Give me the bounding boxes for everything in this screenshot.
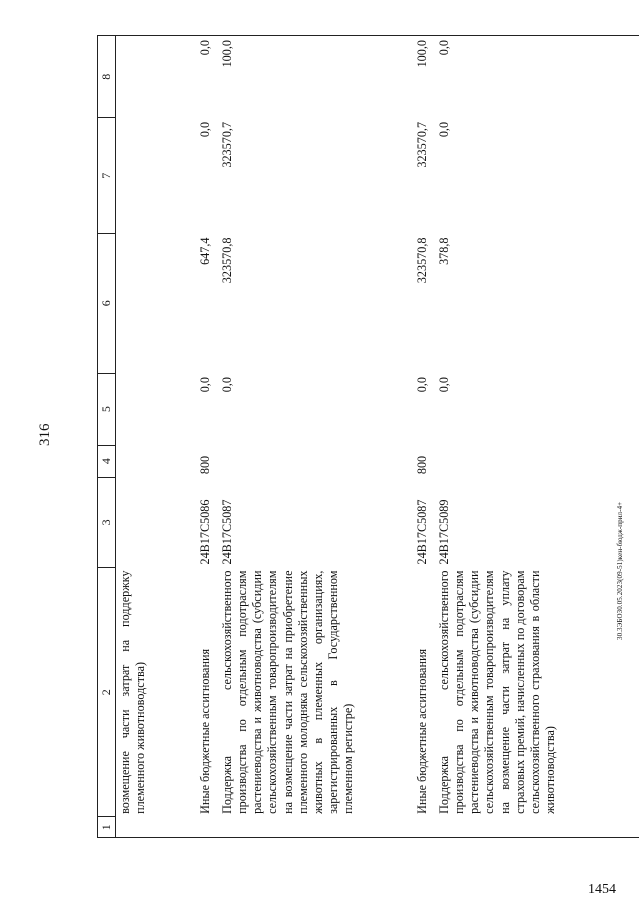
code-cell [116, 477, 197, 567]
value-cell-5: 0,0 [415, 377, 429, 393]
header-col-2: 2 [98, 568, 116, 817]
header-col-7: 7 [98, 118, 116, 234]
value-cell-5: 0,0 [437, 377, 451, 393]
value-cell-7: 323570,7 [415, 121, 429, 168]
value-cell-7: 0,0 [437, 121, 451, 138]
header-col-6: 6 [98, 233, 116, 373]
description-cell: Поддержка сельскохозяйственного производства по отдельным подотраслям растениеводства и животноводства (субсидии сельскохозяйственным товаропроизводителям на возмещение части затрат на приобретение племенного молодняка сельскохозяйственных животных в племенных организациях, зарегистрированных в Государственном племенном регистре) [220, 570, 355, 814]
description-cell: возмещение части затрат на поддержку племенного животноводства) [118, 570, 148, 814]
code-cell: 24В17С5089 [437, 499, 451, 565]
value-cell-8: 100,0 [413, 36, 435, 118]
expense-type-cell: 800 [415, 455, 429, 475]
header-col-8: 8 [98, 36, 116, 118]
value-cell-8: 0,0 [196, 36, 218, 118]
row-number-cell [413, 817, 435, 838]
value-cell-8: 0,0 [435, 36, 639, 118]
description-cell: Иные бюджетные ассигнования [415, 648, 429, 814]
expense-type-cell [435, 445, 639, 477]
value-cell-7 [116, 118, 197, 234]
header-col-1: 1 [98, 817, 116, 838]
description-cell: Иные бюджетные ассигнования [198, 648, 212, 814]
budget-table-container [97, 35, 625, 838]
code-cell: 24В17С5086 [198, 499, 212, 565]
code-cell: 24В17С5087 [415, 499, 429, 565]
page-number: 316 [37, 423, 53, 446]
table-row [435, 36, 639, 838]
value-cell-6: 323570,8 [415, 237, 429, 284]
header-col-3: 3 [98, 477, 116, 567]
table-row [413, 36, 435, 838]
row-number-cell [435, 817, 639, 838]
value-cell-6: 378,8 [437, 237, 451, 265]
description-cell: Поддержка сельскохозяйственного производства по отдельным подотраслям растениеводства и животноводства (субсидии сельскохозяйственным товаропроизводителям на возмещение части затрат на уплату страховых премий, начисленных по договорам сельскохозяйственного страхования в области животноводства) [437, 570, 557, 814]
expense-type-cell [218, 445, 413, 477]
value-cell-8 [116, 36, 197, 118]
code-cell: 24В17С5087 [220, 499, 234, 565]
value-cell-6 [116, 233, 197, 373]
value-cell-8: 100,0 [218, 36, 413, 118]
sheet-number: 1454 [588, 882, 616, 897]
value-cell-5: 0,0 [220, 377, 234, 393]
row-number-cell [218, 817, 413, 838]
expense-type-cell [116, 445, 197, 477]
header-col-5: 5 [98, 373, 116, 445]
value-cell-6: 323570,8 [220, 237, 234, 284]
budget-table [97, 35, 639, 838]
value-cell-5: 0,0 [198, 377, 212, 393]
header-row [98, 36, 116, 838]
row-number-cell [116, 817, 197, 838]
document-code: 30.3ЭБО30.05.2023(09-51)кен-бюдж-прил-4+ [616, 501, 624, 640]
table-row [196, 36, 218, 838]
header-col-4: 4 [98, 445, 116, 477]
row-number-cell [196, 817, 218, 838]
value-cell-7: 323570,7 [220, 121, 234, 168]
table-row [116, 36, 197, 838]
table-row [218, 36, 413, 838]
value-cell-6: 647,4 [198, 237, 212, 265]
value-cell-7: 0,0 [198, 121, 212, 138]
expense-type-cell: 800 [198, 455, 212, 475]
value-cell-5 [116, 373, 197, 445]
